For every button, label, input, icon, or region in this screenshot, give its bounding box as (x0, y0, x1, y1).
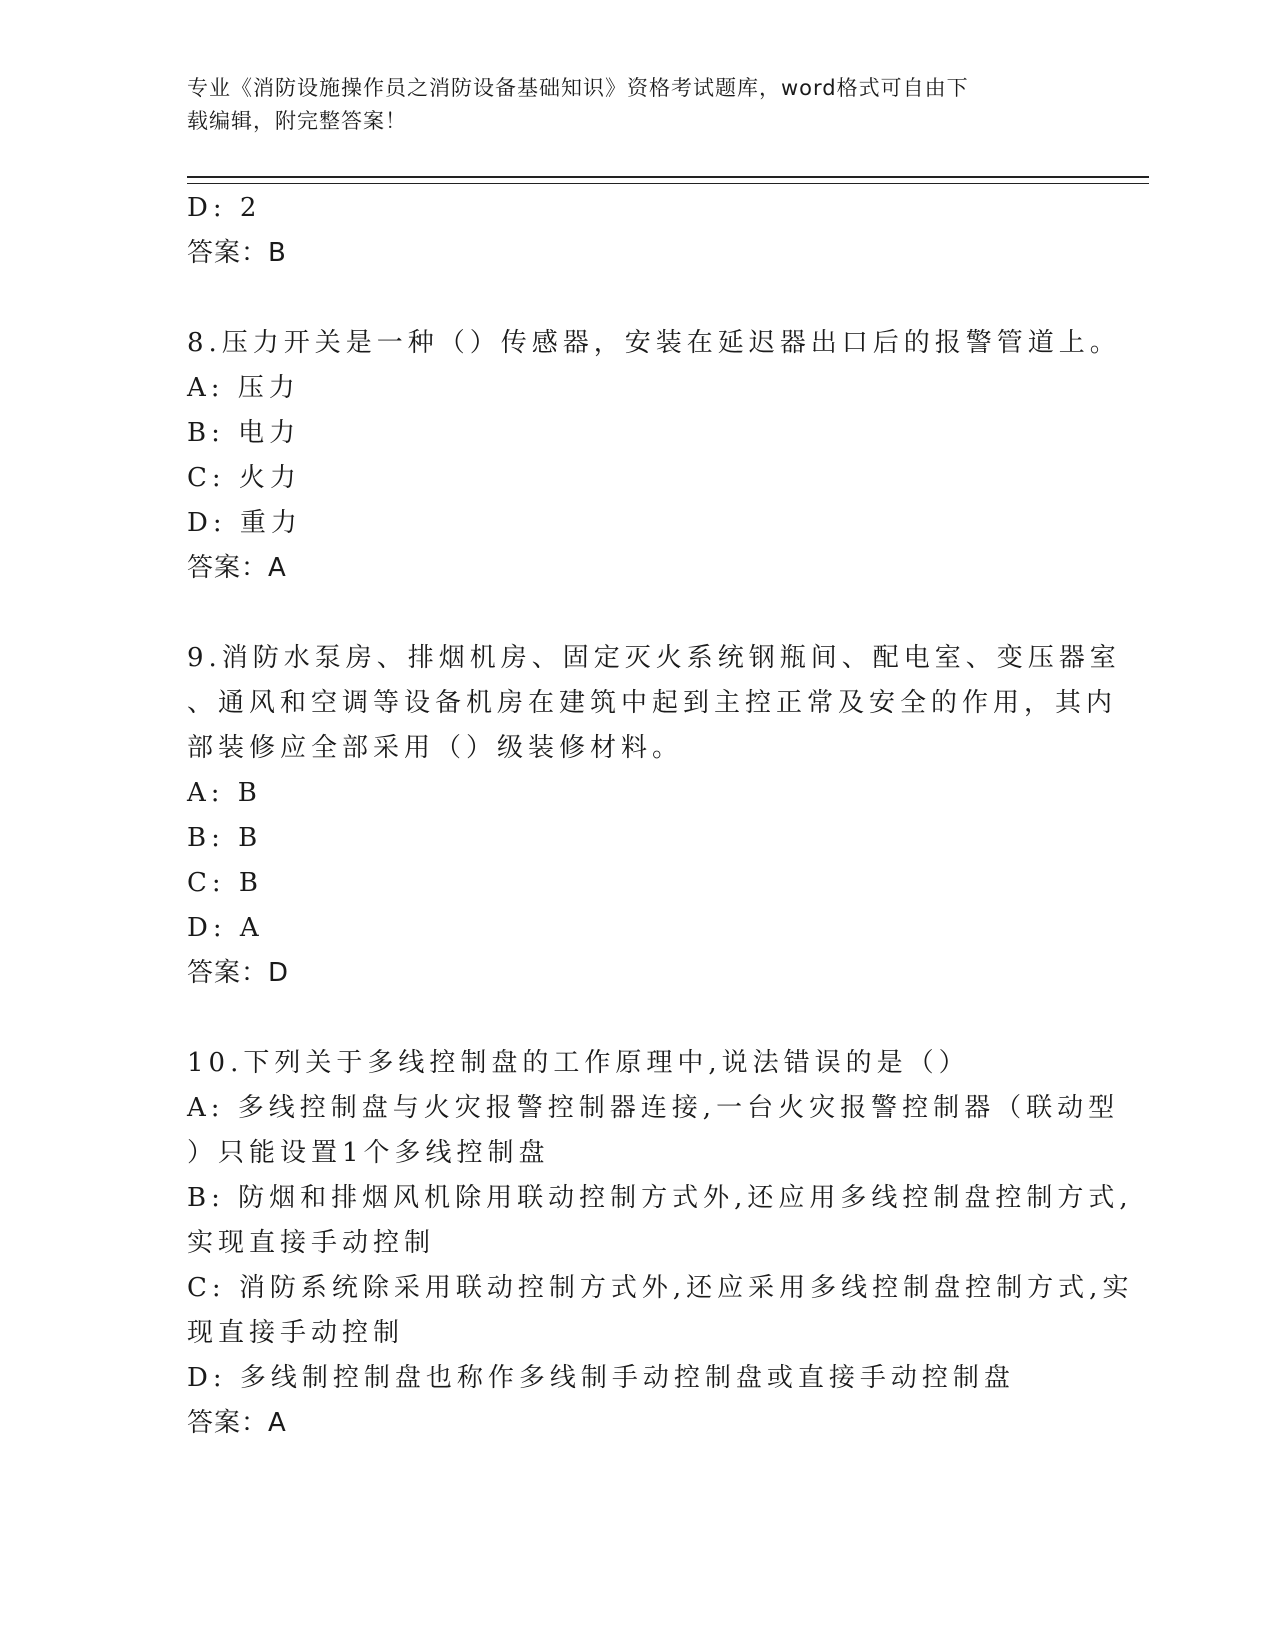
question-7-tail (187, 186, 1087, 276)
question-text-line-2: 、通风和空调等设备机房在建筑中起到主控正常及安全的作用，其内 (187, 688, 1118, 718)
option-d: D: 多线制控制盘也称作多线制手动控制盘或直接手动控制盘 (187, 1363, 1015, 1393)
option-d: D: A (187, 913, 264, 943)
option-a-line-2: ）只能设置1个多线控制盘 (187, 1138, 550, 1168)
option-b: B: 电力 (187, 418, 301, 448)
page-header (187, 72, 1067, 138)
spacer (187, 591, 1087, 636)
option-b: B: B (187, 823, 263, 853)
question-8 (187, 321, 1121, 591)
answer: 答案：B (187, 238, 287, 268)
option-c: C: B (187, 868, 264, 898)
option-c-line-2: 现直接手动控制 (187, 1318, 405, 1348)
answer: 答案：A (187, 553, 287, 583)
option-d: D: 2 (187, 193, 262, 223)
header-line-1: 专业《消防设施操作员之消防设备基础知识》资格考试题库，word格式可自由下 (187, 76, 969, 100)
answer: 答案：D (187, 958, 290, 988)
option-c-line-1: C: 消防系统除采用联动控制方式外,还应采用多线控制盘控制方式,实 (187, 1273, 1134, 1303)
question-text: 10.下列关于多线控制盘的工作原理中,说法错误的是（） (187, 1048, 970, 1078)
question-text-line-1: 9.消防水泵房、排烟机房、固定灭火系统钢瓶间、配电室、变压器室 (187, 643, 1121, 673)
question-text: 8.压力开关是一种（）传感器，安装在延迟器出口后的报警管道上。 (187, 328, 1121, 358)
question-9 (187, 636, 1121, 996)
question-10 (187, 1041, 1134, 1446)
question-text-line-3: 部装修应全部采用（）级装修材料。 (187, 733, 684, 763)
header-line-2: 载编辑，附完整答案！ (187, 109, 407, 133)
option-c: C: 火力 (187, 463, 301, 493)
option-a: A: 压力 (187, 373, 300, 403)
option-d: D: 重力 (187, 508, 302, 538)
answer: 答案：A (187, 1408, 287, 1438)
document-body (187, 186, 1134, 1446)
option-a: A: B (187, 778, 262, 808)
header-divider (187, 176, 1149, 184)
option-b-line-1: B: 防烟和排烟风机除用联动控制方式外,还应用多线控制盘控制方式, (187, 1183, 1133, 1213)
option-b-line-2: 实现直接手动控制 (187, 1228, 436, 1258)
spacer (187, 276, 1087, 321)
spacer (187, 996, 1087, 1041)
option-a-line-1: A: 多线控制盘与火灾报警控制器连接,一台火灾报警控制器（联动型 (187, 1093, 1120, 1123)
